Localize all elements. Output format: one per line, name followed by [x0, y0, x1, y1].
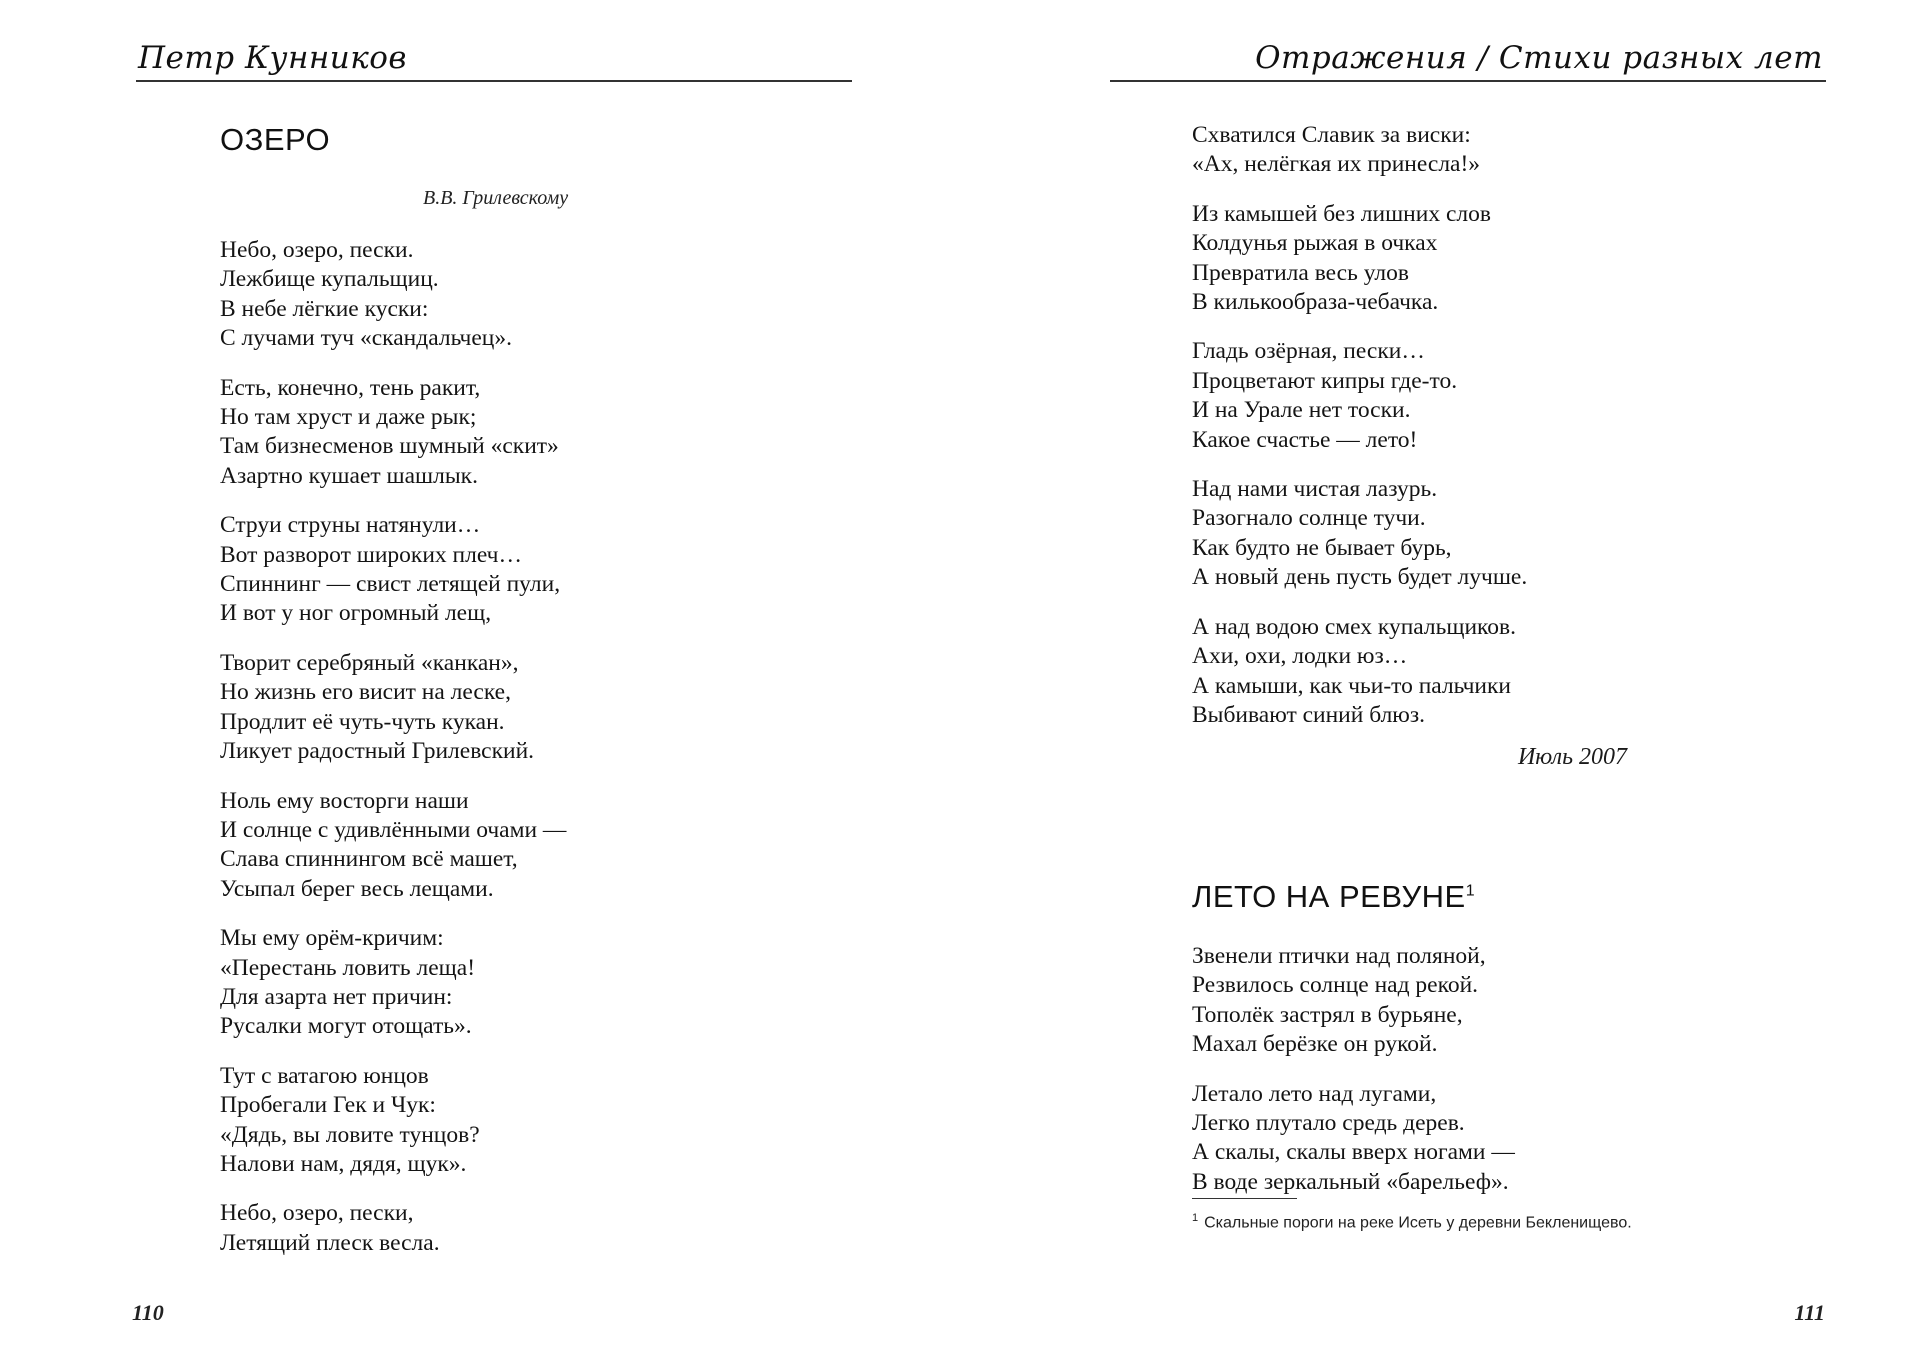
verse-line: И вот у ног огромный лещ,: [220, 600, 492, 627]
verse-line: Творит серебряный «канкан»,: [220, 649, 519, 676]
verse-line: Азартно кушает шашлык.: [220, 462, 478, 489]
verse-line: А над водою смех купальщиков.: [1192, 613, 1516, 640]
verse-line: Ноль ему восторги наши: [220, 787, 469, 814]
verse-line: Есть, конечно, тень ракит,: [220, 374, 481, 401]
footnote-rule: [1192, 1198, 1297, 1199]
verse-line: Над нами чистая лазурь.: [1192, 476, 1438, 503]
verse-line: А камыши, как чьи-то пальчики: [1192, 672, 1511, 699]
poem-body: [1192, 942, 1515, 1217]
verse-line: Для азарта нет причин:: [220, 983, 453, 1010]
verse-line: Звенели птички над поляной,: [1192, 943, 1486, 969]
stanza: [1192, 942, 1515, 1060]
left-page: [0, 0, 960, 1350]
verse-line: Но там хруст и даже рык;: [220, 404, 477, 431]
verse-line: «Дядь, вы ловите тунцов?: [220, 1121, 480, 1148]
verse-line: В небе лёгкие куски:: [220, 295, 429, 322]
verse-line: Колдунья рыжая в очках: [1192, 230, 1438, 257]
verse-line: Пробегали Гек и Чук:: [220, 1092, 436, 1119]
stanza: [220, 236, 566, 354]
poem-title-text: ЛЕТО НА РЕВУНЕ: [1192, 879, 1466, 914]
page-number: 111: [1794, 1300, 1825, 1325]
verse-line: Небо, озеро, пески,: [220, 1200, 414, 1227]
verse-line: Вот разворот широких плеч…: [220, 541, 523, 568]
header-rule: [136, 80, 852, 82]
verse-line: Схватился Славик за виски:: [1192, 122, 1471, 148]
poem-title: [1192, 879, 1475, 915]
verse-line: Процветают кипры где-то.: [1192, 367, 1458, 394]
header-rule: [1110, 80, 1826, 82]
verse-line: И на Урале нет тоски.: [1192, 397, 1411, 424]
running-head-author: Петр Кунников: [138, 40, 407, 76]
stanza: [1192, 613, 1527, 731]
stanza: [220, 649, 566, 767]
verse-line: Летало лето над лугами,: [1192, 1080, 1437, 1107]
verse-line: Лежбище купальщиц.: [220, 266, 439, 293]
poem-title: ОЗЕРО: [220, 122, 331, 157]
poem-body: [220, 236, 566, 1278]
verse-line: В воде зеркальный «барельеф».: [1192, 1168, 1509, 1195]
verse-line: Из камышей без лишних слов: [1192, 200, 1491, 227]
verse-line: А новый день пусть будет лучше.: [1192, 564, 1528, 591]
verse-line: Но жизнь его висит на леске,: [220, 679, 511, 706]
stanza: [1192, 121, 1527, 180]
verse-line: Струи струны натянули…: [220, 512, 481, 539]
verse-line: Русалки могут отощать».: [220, 1013, 472, 1040]
verse-line: Усыпал берег весь лещами.: [220, 875, 494, 902]
verse-line: Легко плутало средь дерев.: [1192, 1110, 1465, 1137]
verse-line: «Перестань ловить леща!: [220, 954, 476, 981]
verse-line: Как будто не бывает бурь,: [1192, 534, 1452, 561]
verse-line: Спиннинг — свист летящей пули,: [220, 571, 561, 598]
verse-line: И солнце с удивлёнными очами —: [220, 816, 567, 843]
verse-line: Превратила весь улов: [1192, 259, 1409, 286]
stanza: [1192, 200, 1527, 318]
verse-line: С лучами туч «скандальчец».: [220, 325, 512, 352]
stanza: [220, 1199, 566, 1258]
verse-line: Выбивают синий блюз.: [1192, 701, 1426, 728]
stanza: [220, 924, 566, 1042]
verse-line: Тут с ватагою юнцов: [220, 1062, 429, 1089]
stanza: [220, 787, 566, 905]
verse-line: Там бизнесменов шумный «скит»: [220, 433, 559, 460]
stanza: [220, 511, 566, 629]
poem-body-continued: [1192, 121, 1527, 750]
footnote-marker: 1: [1465, 882, 1476, 900]
verse-line: А скалы, скалы вверх ногами —: [1192, 1139, 1515, 1166]
right-page: [960, 0, 1923, 1350]
verse-line: Тополёк застрял в бурьяне,: [1192, 1001, 1463, 1028]
verse-line: Махал берёзке он рукой.: [1192, 1031, 1438, 1058]
verse-line: Слава спиннингом всё машет,: [220, 846, 518, 873]
footnote-number: 1: [1192, 1212, 1199, 1224]
running-head-title: Отражения / Стихи разных лет: [1255, 40, 1823, 76]
verse-line: Гладь озёрная, пески…: [1192, 338, 1425, 365]
poem-dedication: В.В. Грилевскому: [423, 187, 569, 209]
stanza: [1192, 337, 1527, 455]
verse-line: Какое счастье — лето!: [1192, 426, 1418, 453]
page-number: 110: [132, 1300, 164, 1325]
stanza: [1192, 475, 1527, 593]
stanza: [220, 1062, 566, 1180]
stanza: [1192, 1080, 1515, 1198]
verse-line: Продлит её чуть-чуть кукан.: [220, 708, 505, 735]
verse-line: «Ах, нелёгкая их принесла!»: [1192, 151, 1481, 178]
verse-line: Небо, озеро, пески.: [220, 237, 414, 263]
verse-line: Налови нам, дядя, щук».: [220, 1150, 467, 1177]
footnote-text: Скальные пороги на реке Исеть у деревни Бекленищево.: [1204, 1214, 1632, 1232]
poem-date: Июль 2007: [1517, 744, 1627, 770]
verse-line: Мы ему орём-кричим:: [220, 925, 444, 952]
verse-line: Ахи, охи, лодки юз…: [1192, 643, 1408, 670]
verse-line: Разогнало солнце тучи.: [1192, 505, 1426, 532]
stanza: [220, 374, 566, 492]
footnote: [1192, 1212, 1632, 1232]
verse-line: Резвилось солнце над рекой.: [1192, 972, 1479, 999]
verse-line: В килькообраза-чебачка.: [1192, 289, 1439, 316]
verse-line: Ликует радостный Грилевский.: [220, 738, 535, 765]
verse-line: Летящий плеск весла.: [220, 1229, 440, 1256]
